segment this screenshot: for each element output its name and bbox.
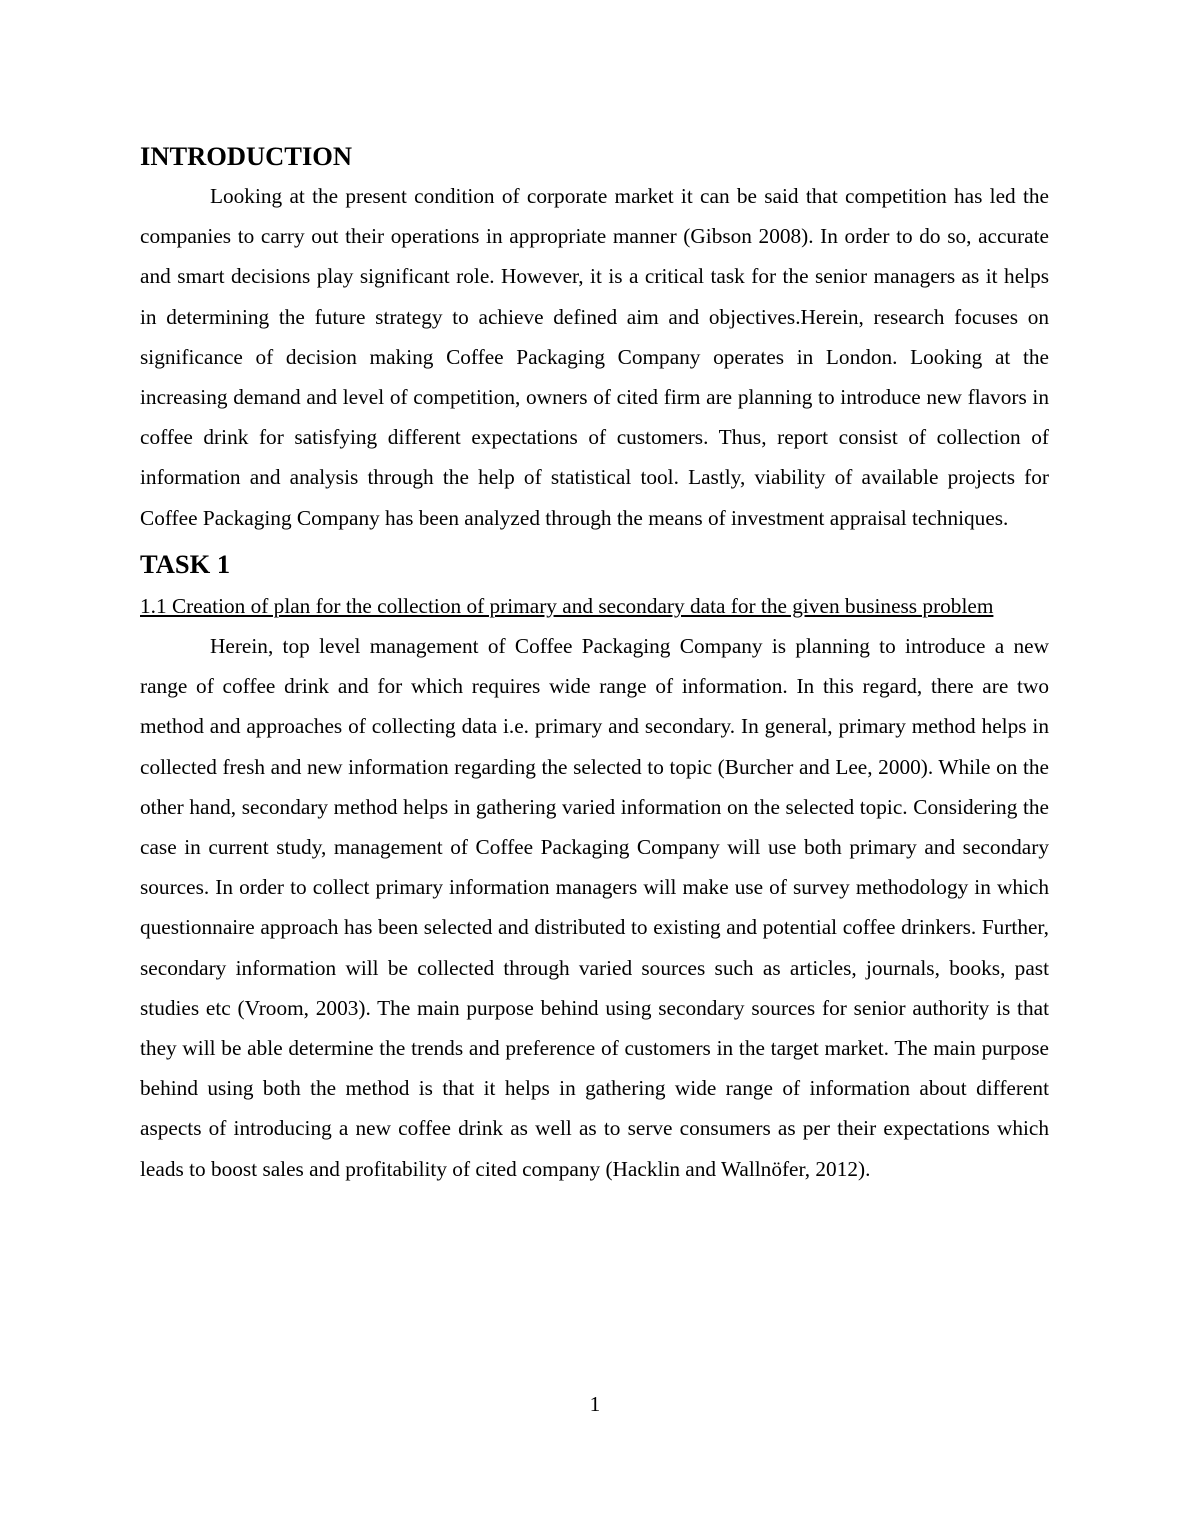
task1-subheading: 1.1 Creation of plan for the collection of primary and secondary data for the given business problem xyxy=(140,593,994,618)
introduction-paragraph: Looking at the present condition of corporate market it can be said that competition has led the companies to carry out their operations in appropriate manner (Gibson 2008). In order to do so, accurate and smart decisions play significant role. However, it is a critical task for the senior managers as it helps in determining the future strategy to achieve defined aim and objectives.Herein, research focuses on significance of decision making Coffee Packaging Company operates in London. Looking at the increasing demand and level of competition, owners of cited firm are planning to introduce new flavors in coffee drink for satisfying different expectations of customers. Thus, report consist of collection of information and analysis through the help of statistical tool. Lastly, viability of available projects for Coffee Packaging Company has been analyzed through the means of investment appraisal techniques. xyxy=(140,184,1049,530)
page-number: 1 xyxy=(589,1392,601,1416)
introduction-heading: INTRODUCTION xyxy=(140,141,353,171)
task1-paragraph: Herein, top level management of Coffee Packaging Company is planning to introduce a new range of coffee drink and for which requires wide range of information. In this regard, there are two method and approaches of collecting data i.e. primary and secondary. In general, primary method helps in collected fresh and new information regarding the selected to topic (Burcher and Lee, 2000). While on the other hand, secondary method helps in gathering varied information on the selected topic. Considering the case in current study, management of Coffee Packaging Company will use both primary and secondary sources. In order to collect primary information managers will make use of survey methodology in which questionnaire approach has been selected and distributed to existing and potential coffee drinkers. Further, secondary information will be collected through varied sources such as articles, journals, books, past studies etc (Vroom, 2003). The main purpose behind using secondary sources for senior authority is that they will be able determine the trends and preference of customers in the target market. The main purpose behind using both the method is that it helps in gathering wide range of information about different aspects of introducing a new coffee drink as well as to serve consumers as per their expectations which leads to boost sales and profitability of cited company (Hacklin and Wallnöfer, 2012). xyxy=(140,634,1049,1181)
document-page xyxy=(140,138,1049,1189)
task1-heading: TASK 1 xyxy=(140,548,231,579)
